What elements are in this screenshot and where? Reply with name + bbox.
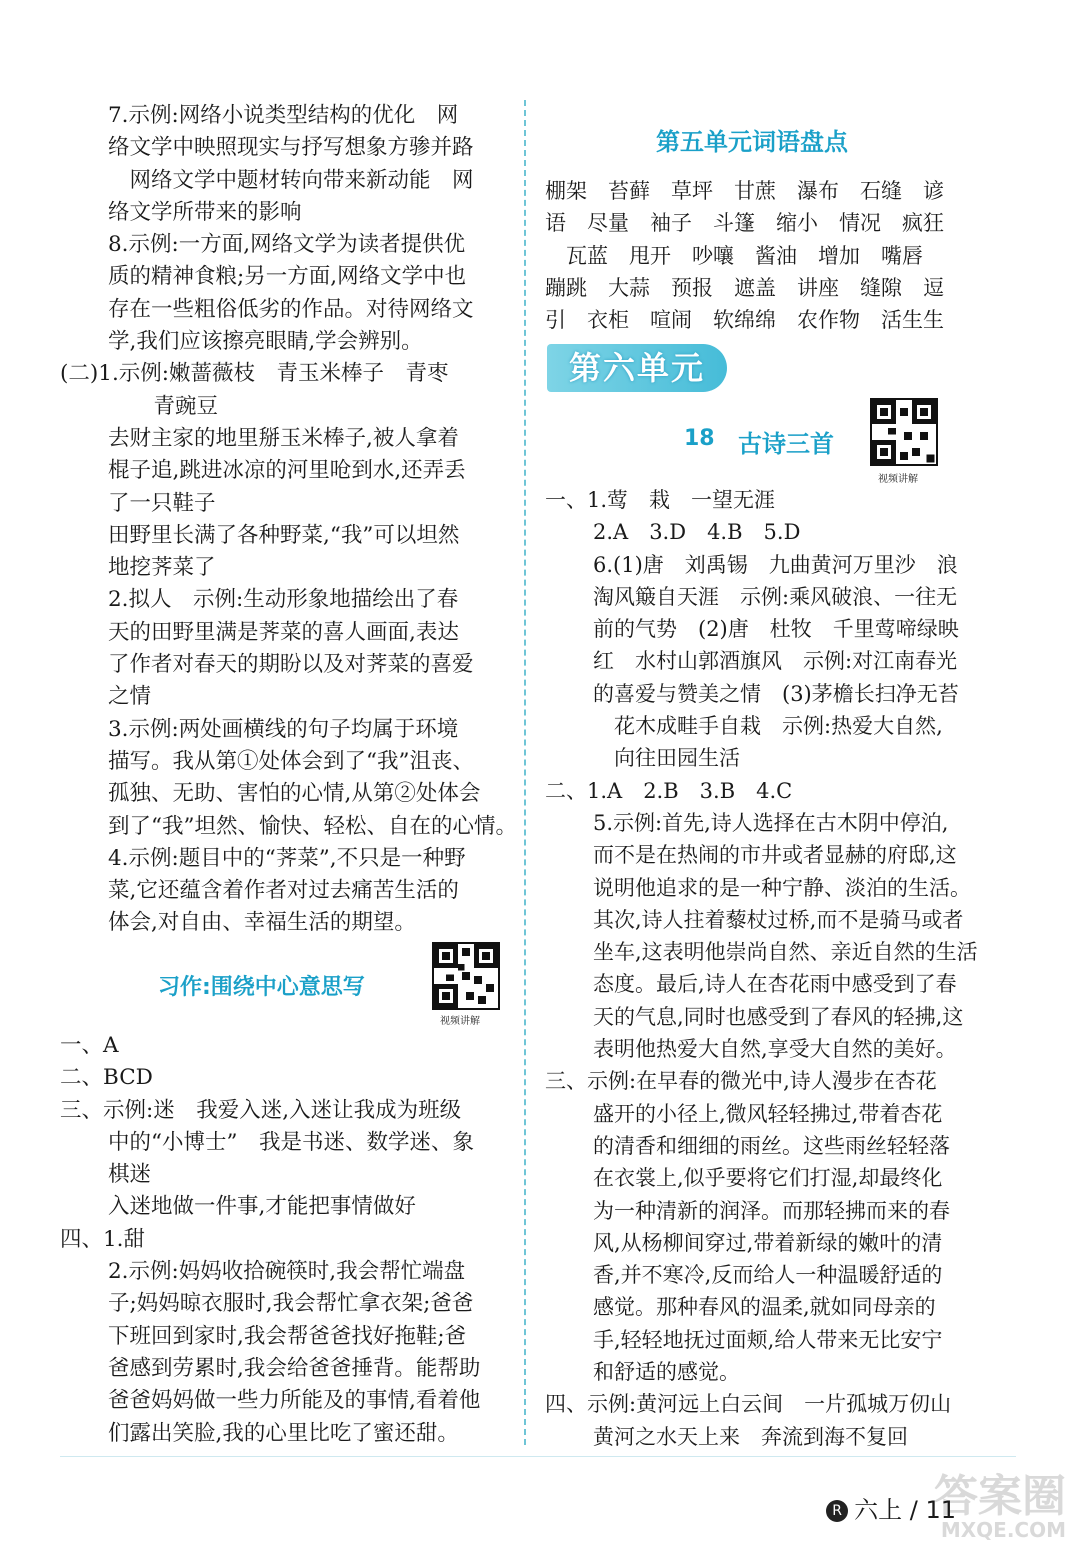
answer-line: 子;妈妈晾衣服时,我会帮忙拿衣架;爸爸 <box>108 1291 474 1317</box>
left-column <box>60 100 517 940</box>
answer-line: 体会,对自由、幸福生活的期望。 <box>108 910 416 936</box>
edition-badge: R <box>826 1500 848 1522</box>
answer-line: 棍子追,跳进冰凉的河里呛到水,还弄丢 <box>108 458 466 484</box>
answer-line: 说明他追求的是一种宁静、淡泊的生活。 <box>593 875 971 900</box>
answer-line: 了一只鞋子 <box>108 490 216 516</box>
answer-line: 们露出笑脸,我的心里比吃了蜜还甜。 <box>108 1420 459 1446</box>
watermark-url: MXQE.COM <box>940 1518 1066 1542</box>
unit6-banner: 第六单元 <box>547 344 727 392</box>
word-row: 引 衣柜 喧闹 软绵绵 农作物 活生生 <box>545 308 944 333</box>
answer-line: 2.拟人 示例:生动形象地描绘出了春 <box>108 587 459 613</box>
word-list <box>545 175 985 336</box>
answer-line: 2.A 3.D 4.B 5.D <box>593 520 801 545</box>
answer-line: 3.示例:两处画横线的句子均属于环境 <box>108 716 459 742</box>
page-label: 六上 / 11 <box>854 1496 956 1524</box>
answer-line: 盛开的小径上,微风轻轻拂过,带着杏花 <box>593 1101 943 1126</box>
unit5-title: 第五单元词语盘点 <box>656 128 848 156</box>
answer-line: 下班回到家时,我会帮爸爸找好拖鞋;爸 <box>108 1323 467 1349</box>
answer-line: 其次,诗人拄着藜杖过桥,而不是骑马或者 <box>593 907 964 932</box>
right-answer-column <box>545 484 985 1453</box>
qr-code-icon[interactable] <box>432 942 500 1010</box>
answer-line: 络文学中映照现实与抒写想象方骖并路 <box>108 135 474 161</box>
answer-line: 4.示例:题目中的“荠菜”,不只是一种野 <box>108 845 466 871</box>
answer-line: (二)1.示例:嫩蔷薇枝 青玉米棒子 青枣 <box>60 361 449 387</box>
answer-line: 中的“小博士” 我是书迷、数学迷、象 <box>108 1129 474 1155</box>
answer-line: 花木成畦手自栽 示例:热爱大自然, <box>593 714 943 739</box>
answer-line: 一、1.莺 栽 一望无涯 <box>545 488 776 512</box>
answer-line: 田野里长满了各种野菜,“我”可以坦然 <box>108 522 460 548</box>
answer-line: 向往田园生活 <box>593 746 740 771</box>
answer-line: 淘风簸自天涯 示例:乘风破浪、一往无 <box>593 584 958 609</box>
answer-line: 天的气息,同时也感受到了春风的轻拂,这 <box>593 1004 964 1029</box>
answer-line: 描写。我从第①处体会到了“我”沮丧、 <box>108 748 474 774</box>
lesson-number: 18 <box>684 426 715 451</box>
answer-line: 黄河之水天上来 奔流到海不复回 <box>593 1424 908 1449</box>
answer-line: 地挖荠菜了 <box>108 555 216 581</box>
watermark-main: 答案圈 <box>934 1471 1066 1522</box>
left-column-lower <box>60 1030 510 1450</box>
answer-line: 三、示例:在早春的微光中,诗人漫步在杏花 <box>545 1069 937 1094</box>
answer-line: 表明他热爱大自然,享受大自然的美好。 <box>593 1037 957 1062</box>
answer-line: 到了“我”坦然、愉快、轻松、自在的心情。 <box>108 813 517 839</box>
answer-line: 络文学所带来的影响 <box>108 199 302 225</box>
answer-line: 坐车,这表明他崇尚自然、亲近自然的生活 <box>593 940 978 965</box>
answer-line: 网络文学中题材转向带来新动能 网 <box>108 167 474 193</box>
answer-line: 三、示例:迷 我爱入迷,入迷让我成为班级 <box>60 1097 462 1123</box>
answer-line: 四、示例:黄河远上白云间 一片孤城万仞山 <box>545 1392 952 1417</box>
answer-line: 感觉。那种春风的温柔,就如同母亲的 <box>593 1295 936 1320</box>
answer-line: 天的田野里满是荠菜的喜人画面,表达 <box>108 619 459 645</box>
answer-line: 四、1.甜 <box>60 1226 146 1252</box>
page-number <box>826 1490 956 1525</box>
word-row: 瓦蓝 甩开 吵嚷 酱油 增加 嘴唇 <box>545 243 923 268</box>
word-row: 棚架 苔藓 草坪 甘蔗 瀑布 石缝 谚 <box>545 179 944 203</box>
answer-line: 2.示例:妈妈收拾碗筷时,我会帮忙端盘 <box>108 1259 466 1285</box>
answer-line: 态度。最后,诗人在杏花雨中感受到了春 <box>593 972 957 997</box>
column-divider <box>524 100 526 1445</box>
answer-line: 棋迷 <box>108 1162 152 1188</box>
left-answer-block <box>60 100 517 940</box>
answer-line: 为一种清新的润泽。而那轻拂而来的春 <box>593 1198 950 1223</box>
answer-line: 而不是在热闹的市井或者显赫的府邸,这 <box>593 843 957 868</box>
qr-code-icon-lesson[interactable] <box>870 398 938 466</box>
word-row: 蹦跳 大蒜 预报 遮盖 讲座 缝隙 逗 <box>545 275 944 300</box>
answer-line: 存在一些粗俗低劣的作品。对待网络文 <box>108 296 474 322</box>
answer-line: 了作者对春天的期盼以及对荠菜的喜爱 <box>108 652 474 678</box>
lesson-title: 古诗三首 <box>738 430 834 458</box>
answer-line: 前的气势 (2)唐 杜牧 千里莺啼绿映 <box>593 617 959 642</box>
answer-line: 手,轻轻地抚过面颊,给人带来无比安宁 <box>593 1327 943 1352</box>
answer-line: 的清香和细细的雨丝。这些雨丝轻轻落 <box>593 1133 950 1158</box>
answer-line: 7.示例:网络小说类型结构的优化 网 <box>108 103 459 128</box>
answer-line: 爸感到劳累时,我会给爸爸捶背。能帮助 <box>108 1355 481 1381</box>
answer-line: 风,从杨柳间穿过,带着新绿的嫩叶的清 <box>593 1230 943 1255</box>
footer-rule <box>60 1456 1016 1457</box>
answer-line: 在衣裳上,似乎要将它们打湿,却最终化 <box>593 1166 943 1191</box>
answer-line: 香,并不寒冷,反而给人一种温暖舒适的 <box>593 1263 943 1288</box>
answer-line: 青豌豆 <box>132 393 219 419</box>
answer-line: 6.(1)唐 刘禹锡 九曲黄河万里沙 浪 <box>593 552 958 577</box>
answer-line: 二、BCD <box>60 1065 153 1091</box>
answer-line: 5.示例:首先,诗人选择在古木阴中停泊, <box>593 810 949 835</box>
answer-line: 孤独、无助、害怕的心情,从第②处体会 <box>108 781 481 807</box>
answer-line: 菜,它还蕴含着作者对过去痛苦生活的 <box>108 878 459 904</box>
word-row: 语 尽量 袖子 斗篷 缩小 情况 疯狂 <box>545 211 944 236</box>
answer-line: 去财主家的地里掰玉米棒子,被人拿着 <box>108 425 459 451</box>
answer-line: 入迷地做一件事,才能把事情做好 <box>108 1194 416 1220</box>
qr-caption-lesson: 视频讲解 <box>878 474 918 485</box>
answer-line: 二、1.A 2.B 3.B 4.C <box>545 778 793 803</box>
answer-line: 爸爸妈妈做一些力所能及的事情,看着他 <box>108 1388 481 1414</box>
xizuo-answer-block <box>60 1030 510 1450</box>
xizuo-title: 习作:围绕中心意思写 <box>158 975 365 1000</box>
answer-line: 一、A <box>60 1033 119 1058</box>
answer-line: 学,我们应该擦亮眼睛,学会辨别。 <box>108 329 423 355</box>
answer-line: 8.示例:一方面,网络文学为读者提供优 <box>108 232 466 258</box>
answer-line: 红 水村山郭酒旗风 示例:对江南春光 <box>593 649 958 674</box>
answer-line: 之情 <box>108 684 152 710</box>
answer-line: 的喜爱与赞美之情 (3)茅檐长扫净无苔 <box>593 681 959 706</box>
answer-line: 质的精神食粮;另一方面,网络文学中也 <box>108 264 467 290</box>
qr-caption: 视频讲解 <box>440 1016 480 1027</box>
answer-line: 和舒适的感觉。 <box>593 1360 740 1385</box>
